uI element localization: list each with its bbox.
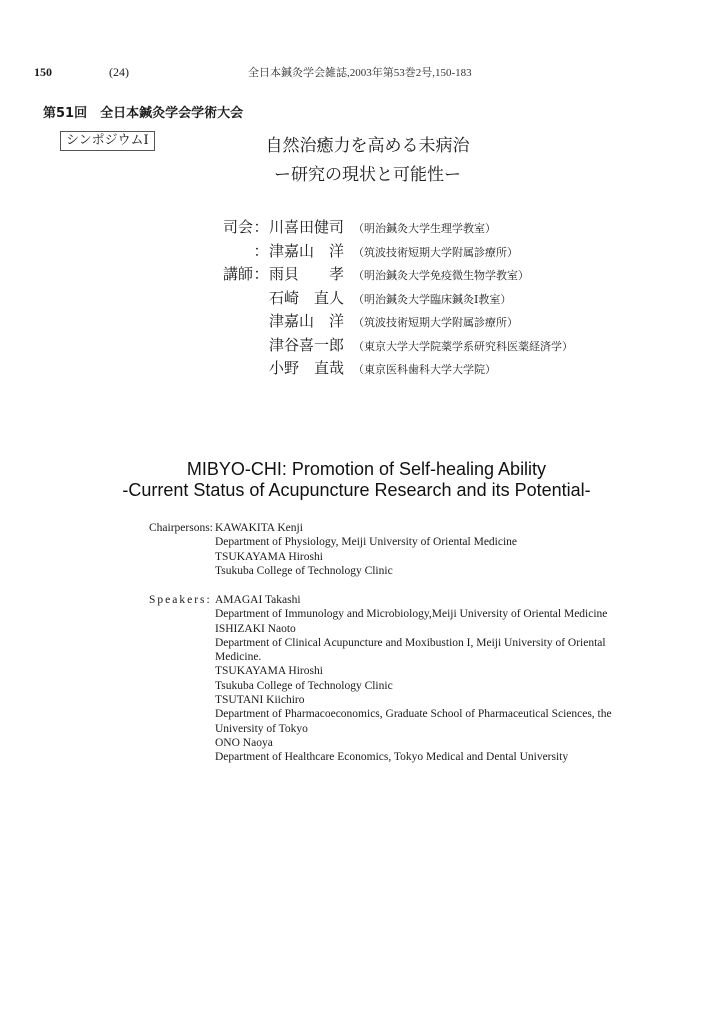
speaker-name: ONO Naoya	[215, 736, 273, 749]
person-name: 川喜田健司	[269, 218, 345, 236]
chairpersons-list	[215, 521, 660, 578]
symposium-label: シンポジウムⅠ	[60, 131, 155, 151]
person-affiliation: （明治鍼灸大学免疫微生物学教室）	[353, 269, 529, 282]
person-role: 講師	[222, 265, 253, 283]
speaker-affiliation-cont: University of Tokyo	[215, 722, 308, 735]
speakers-list	[215, 593, 660, 765]
english-title-line2: -Current Status of Acupuncture Research and its Potential-	[122, 480, 591, 500]
meeting-title: 第51回 全日本鍼灸学会学術大会	[43, 106, 244, 121]
person-affiliation: （東京医科歯科大学大学院）	[353, 363, 496, 376]
person-affiliation: （明治鍼灸大学臨床鍼灸Ⅰ教室）	[353, 292, 512, 306]
person-affiliation: （明治鍼灸大学生理学教室）	[353, 222, 496, 235]
japanese-title-line2: ー研究の現状と可能性ー	[274, 165, 461, 185]
chairperson-name: KAWAKITA Kenji	[215, 522, 303, 534]
person-affiliation: （筑波技術短期大学附属診療所）	[353, 316, 518, 329]
person-name: 雨貝 孝	[269, 265, 345, 283]
speaker-affiliation: Department of Immunology and Microbiology,Meiji University of Oriental Medicine	[215, 608, 608, 621]
speaker-affiliation: Department of Clinical Acupuncture and Moxibustion I, Meiji University of Oriental	[215, 636, 606, 649]
person-role: 司会	[222, 218, 253, 236]
speaker-name: TSUTANI Kiichiro	[215, 694, 305, 707]
person-row	[213, 310, 573, 334]
speaker-affiliation: Tsukuba College of Technology Clinic	[215, 679, 393, 692]
person-row	[213, 240, 573, 264]
role-colon: ：	[253, 265, 269, 283]
speaker-affiliation: Department of Pharmacoeconomics, Graduate School of Pharmaceutical Sciences, the	[215, 708, 612, 721]
english-title-line1: MIBYO-CHI: Promotion of Self-healing Ability	[186, 459, 547, 479]
person-affiliation: （東京大学大学院薬学系研究科医薬経済学）	[353, 339, 573, 353]
speaker-name: AMAGAI Takashi	[215, 594, 301, 606]
page-number: 150	[34, 65, 52, 79]
person-affiliation: （筑波技術短期大学附属診療所）	[353, 245, 518, 259]
speakers-label: Speakers:	[149, 594, 212, 606]
person-row	[213, 334, 573, 358]
speaker-affiliation-cont: Medicine.	[215, 651, 262, 664]
person-row	[213, 357, 573, 381]
person-name: 津嘉山 洋	[269, 312, 345, 330]
person-row	[213, 263, 573, 287]
person-name: 石崎 直人	[269, 288, 345, 307]
japanese-title-line1: 自然治癒力を高める未病治	[265, 136, 470, 156]
journal-reference: 全日本鍼灸学会雑誌,2003年第53巻2号,150-183	[248, 67, 472, 79]
role-colon: ：	[253, 241, 269, 260]
person-name: 津嘉山 洋	[269, 241, 345, 260]
japanese-people-list	[213, 216, 573, 381]
issue-page-number: (24)	[109, 65, 129, 79]
chairperson-affiliation: Department of Physiology, Meiji University of Oriental Medicine	[215, 536, 518, 549]
speaker-name: TSUKAYAMA Hiroshi	[215, 665, 323, 678]
person-row	[213, 216, 573, 240]
chairperson-affiliation: Tsukuba College of Technology Clinic	[215, 564, 393, 577]
chairperson-name: TSUKAYAMA Hiroshi	[215, 550, 323, 563]
chairpersons-label: Chairpersons:	[149, 522, 213, 534]
speaker-name: ISHIZAKI Naoto	[215, 622, 296, 635]
person-row	[213, 287, 573, 311]
person-name: 津谷喜一郎	[269, 335, 345, 354]
person-name: 小野 直哉	[269, 359, 345, 377]
role-colon: ：	[253, 218, 269, 236]
speaker-affiliation: Department of Healthcare Economics, Tokyo Medical and Dental University	[215, 751, 569, 764]
